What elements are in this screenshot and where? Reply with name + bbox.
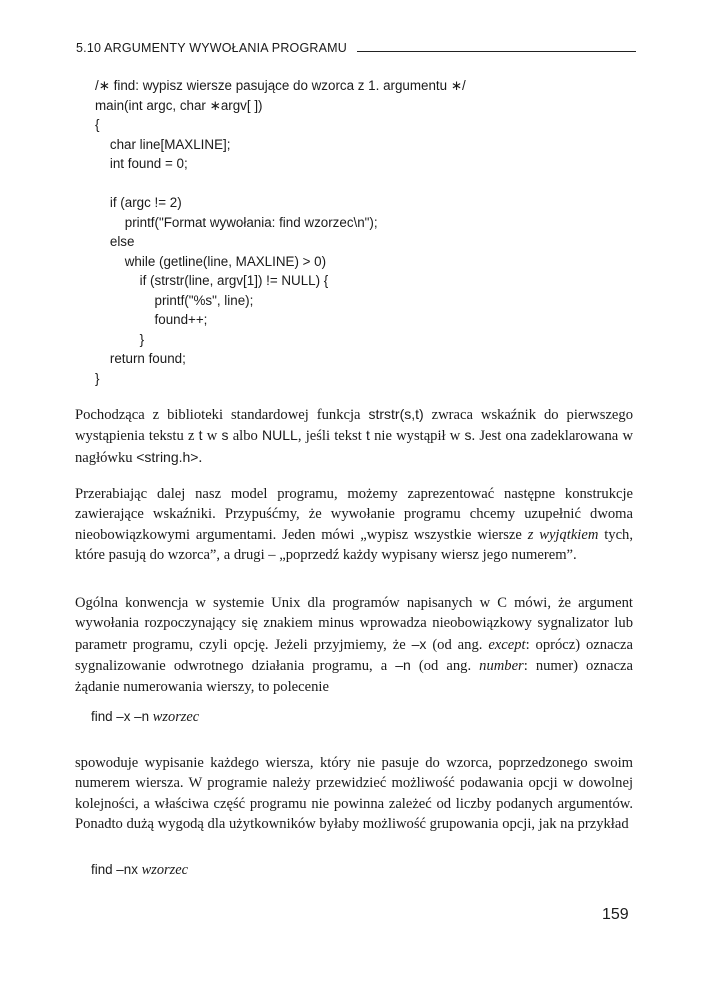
- text-run: spowoduje wypisanie każdego wiersza, który nie pasuje do wzorca, poprzedzonego swoim numerem wiersza. W programie należy przewidzieć możliwość podawania opcji w dowolnej kolejności, a właściwa część programu nie powinna zależeć od liczby podanych argumentów. Ponadto dużą wygodą dla użytkowników byłaby możliwość grupowania opcji, jak na przykład: [75, 755, 633, 833]
- text-run: zwraca wskaźnik do pierwszego wystąpienia tekstu z: [75, 407, 633, 445]
- text-run: , jeśli tekst: [297, 428, 366, 445]
- text-run: : numer) oznacza żądanie numerowania wierszy, to polecenie: [75, 658, 633, 695]
- text-run: tych, które pasują do wzorca”, a drugi – „poprzedź każdy wypisany wiersz jego numerem”.: [75, 526, 633, 564]
- command-argument: wzorzec: [152, 709, 200, 725]
- paragraph-options-intro: [75, 484, 633, 566]
- command-text: find –nx: [91, 862, 142, 877]
- code-line: }: [95, 331, 145, 347]
- italic-text: z wyjątkiem: [527, 526, 599, 543]
- code-line: {: [95, 117, 100, 132]
- inline-code: –n: [395, 657, 411, 674]
- code-line: main(int argc, char ∗argv[ ]): [95, 97, 263, 113]
- code-line: /∗ find: wypisz wiersze pasujące do wzorca z 1. argumentu ∗/: [95, 78, 466, 93]
- inline-code: s: [221, 427, 229, 444]
- inline-code: –x: [411, 635, 427, 652]
- inline-code: strstr(s,t): [368, 406, 424, 422]
- inline-code: <string.h>: [136, 448, 199, 465]
- inline-code: s: [464, 427, 472, 444]
- text-run: (od ang.: [426, 636, 489, 653]
- text-run: .: [198, 449, 203, 466]
- code-line: if (argc != 2): [95, 195, 182, 210]
- inline-code: NULL: [262, 427, 298, 444]
- header-rule: [357, 51, 636, 52]
- code-line: else: [95, 234, 135, 249]
- text-run: : oprócz) oznacza sygnalizowanie odwrotnego działania programu, a: [75, 636, 633, 675]
- paragraph-option-grouping: [75, 753, 633, 835]
- text-run: Pochodząca z biblioteki standardowej funkcja: [75, 407, 369, 423]
- text-run: Przerabiając dalej nasz model programu, możemy zaprezentować następne konstrukcje zawierające wskaźniki. Przypuśćmy, że wywołanie programu chcemy uzupełnić dwoma nieobowiązkowymi argumentami. Jeden mówi „wypisz wszystkie wiersze: [75, 486, 633, 543]
- italic-text: number: [479, 658, 524, 675]
- text-run: (od ang.: [410, 658, 480, 675]
- running-header-title: 5.10 ARGUMENTY WYWOŁANIA PROGRAMU: [76, 41, 348, 55]
- text-run: Ogólna konwencja w systemie Unix dla programów napisanych w C mówi, że argument wywołania rozpoczynający się znakiem minus wprowadza nieobowiązkowy sygnalizator lub parametr programu, czyli opcję. Jeżeli przyjmiemy, że: [75, 595, 633, 653]
- text-run: albo: [228, 428, 263, 445]
- code-line: [95, 174, 466, 194]
- command-example-1: [91, 709, 199, 726]
- running-header: [76, 37, 636, 55]
- command-argument: wzorzec: [141, 862, 188, 878]
- code-line: }: [95, 370, 100, 386]
- code-line: char line[MAXLINE];: [95, 136, 231, 152]
- text-run: . Jest ona zadeklarowana w nagłówku: [75, 428, 633, 466]
- code-line: int found = 0;: [95, 156, 188, 171]
- text-run: nie wystąpił w: [369, 428, 465, 445]
- command-text: find –x –n: [91, 709, 153, 724]
- paragraph-strstr: [75, 404, 633, 468]
- code-listing: [95, 76, 466, 388]
- code-line: printf("%s", line);: [95, 292, 254, 308]
- italic-text: except: [488, 636, 526, 653]
- code-line: if (strstr(line, argv[1]) != NULL) {: [95, 273, 329, 288]
- inline-code: t: [366, 427, 370, 444]
- code-line: printf("Format wywołania: find wzorzec\n");: [95, 214, 378, 230]
- code-line: found++;: [95, 312, 208, 327]
- code-line: return found;: [95, 351, 186, 366]
- inline-code: t: [198, 427, 203, 444]
- code-line: while (getline(line, MAXLINE) > 0): [95, 253, 327, 269]
- command-example-2: [91, 862, 188, 879]
- text-run: w: [202, 428, 222, 445]
- page-number: 159: [602, 906, 629, 923]
- paragraph-unix-convention: [75, 593, 633, 697]
